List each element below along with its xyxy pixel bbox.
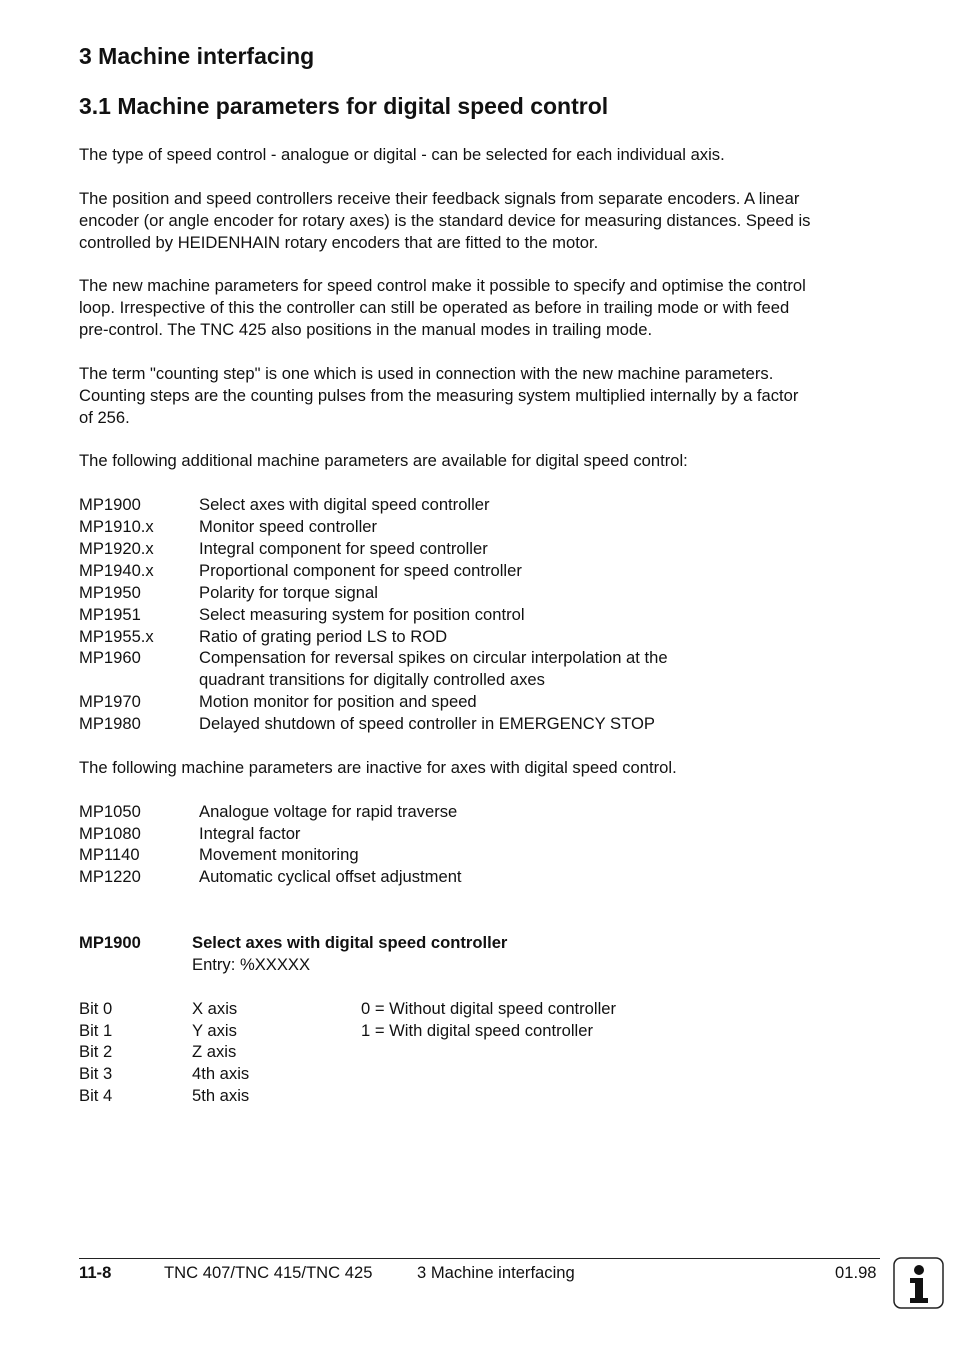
parameter-description: Integral component for speed controller	[199, 539, 488, 558]
parameter-description: Motion monitor for position and speed	[199, 692, 477, 711]
parameter-description: quadrant transitions for digitally controlled axes	[199, 670, 545, 689]
paragraph-inactive-intro	[79, 757, 879, 779]
text-line: The following machine parameters are inactive for axes with digital speed control.	[79, 758, 677, 777]
parameter-description: Proportional component for speed controller	[199, 561, 522, 580]
bit-label: Bit 1	[79, 1021, 113, 1040]
paragraph-speed-control-type	[79, 144, 879, 166]
text-line: Counting steps are the counting pulses from the measuring system multiplied internally by a factor	[79, 386, 799, 405]
footer-rule	[79, 1258, 880, 1259]
text-line: encoder (or angle encoder for rotary axes) is the standard device for measuring distances. Speed is	[79, 211, 811, 230]
parameter-code: MP1080	[79, 824, 141, 843]
parameter-code: MP1940.x	[79, 561, 154, 580]
bit-value-meaning: 0 = Without digital speed controller	[361, 999, 617, 1018]
parameter-description: Compensation for reversal spikes on circular interpolation at the	[199, 648, 668, 667]
text-line: controlled by HEIDENHAIN rotary encoders that are fitted to the motor.	[79, 233, 599, 252]
entry-format: Entry: %XXXXX	[192, 955, 311, 974]
text-line: The following additional machine parameters are available for digital speed control:	[79, 451, 688, 470]
text-line: of 256.	[79, 408, 130, 427]
footer-model: TNC 407/TNC 415/TNC 425	[164, 1263, 373, 1282]
axis-label: 5th axis	[192, 1086, 250, 1105]
axis-label: Z axis	[192, 1042, 237, 1061]
text-line: loop. Irrespective of this the controller can still be operated as before in trailing mode or with feed	[79, 298, 790, 317]
parameter-description: Monitor speed controller	[199, 517, 378, 536]
parameter-code: MP1050	[79, 802, 141, 821]
bit-label: Bit 3	[79, 1064, 113, 1083]
parameter-description: Automatic cyclical offset adjustment	[199, 867, 462, 886]
parameter-description: Movement monitoring	[199, 845, 359, 864]
parameter-code: MP1910.x	[79, 517, 154, 536]
paragraph-encoders	[79, 188, 879, 254]
parameter-description: Select axes with digital speed controller	[199, 495, 490, 514]
parameter-code: MP1950	[79, 583, 141, 602]
parameter-code: MP1900	[79, 495, 141, 514]
parameter-description: Analogue voltage for rapid traverse	[199, 802, 458, 821]
section-heading: 3.1 Machine parameters for digital speed control	[79, 93, 609, 119]
parameter-title: Select axes with digital speed controller	[192, 933, 508, 952]
parameter-code: MP1900	[79, 933, 141, 952]
bit-label: Bit 4	[79, 1086, 113, 1105]
axis-label: Y axis	[192, 1021, 237, 1040]
text-line: pre-control. The TNC 425 also positions in the manual modes in trailing mode.	[79, 320, 653, 339]
chapter-heading: 3 Machine interfacing	[79, 43, 315, 69]
axis-label: X axis	[192, 999, 238, 1018]
axis-label: 4th axis	[192, 1064, 250, 1083]
bit-value-meaning: 1 = With digital speed controller	[361, 1021, 593, 1040]
parameter-code: MP1951	[79, 605, 141, 624]
text-line: The type of speed control - analogue or digital - can be selected for each individual axis.	[79, 145, 725, 164]
bit-label: Bit 2	[79, 1042, 113, 1061]
parameter-code: MP1970	[79, 692, 141, 711]
text-line: The position and speed controllers receive their feedback signals from separate encoders. A linear	[79, 189, 800, 208]
parameter-description: Integral factor	[199, 824, 301, 843]
parameter-code: MP1920.x	[79, 539, 154, 558]
footer-date: 01.98	[835, 1263, 877, 1282]
parameter-description: Select measuring system for position control	[199, 605, 525, 624]
text-line: The term "counting step" is one which is used in connection with the new machine parameters.	[79, 364, 774, 383]
parameter-description: Delayed shutdown of speed controller in EMERGENCY STOP	[199, 714, 655, 733]
parameter-description: Ratio of grating period LS to ROD	[199, 627, 448, 646]
parameter-description: Polarity for torque signal	[199, 583, 378, 602]
text-line: The new machine parameters for speed control make it possible to specify and optimise the control	[79, 276, 806, 295]
paragraph-counting-step	[79, 363, 879, 429]
parameter-code: MP1140	[79, 845, 140, 864]
parameter-code: MP1980	[79, 714, 141, 733]
parameter-code: MP1955.x	[79, 627, 154, 646]
page-number: 11-8	[79, 1263, 112, 1282]
paragraph-additional-intro	[79, 450, 879, 472]
footer-chapter: 3 Machine interfacing	[417, 1263, 575, 1282]
parameter-code: MP1960	[79, 648, 141, 667]
info-icon[interactable]	[893, 1257, 944, 1309]
paragraph-new-parameters	[79, 275, 879, 341]
parameter-code: MP1220	[79, 867, 141, 886]
bit-label: Bit 0	[79, 999, 113, 1018]
